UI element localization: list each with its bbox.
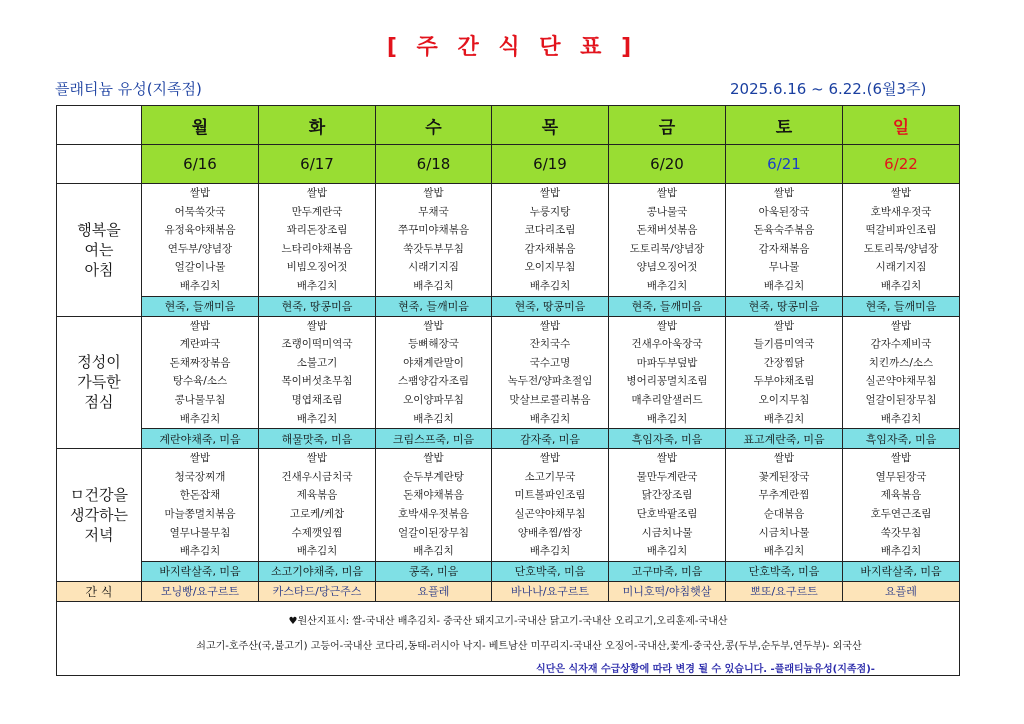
dish-item: 오이양파무침 — [403, 393, 464, 406]
dish-item: 시금치나물 — [758, 526, 810, 539]
day-wed: 수 — [376, 106, 492, 145]
dish-item: 배추김치 — [763, 279, 805, 292]
breakfast-dishes-cell — [726, 184, 843, 297]
dish-item: 건새우시금치국 — [281, 470, 353, 483]
dish-item: 배추김치 — [646, 279, 688, 292]
footer-row — [57, 601, 960, 675]
dish-item: 쌀밥 — [306, 187, 328, 199]
dish-item: 콩나물무침 — [174, 393, 226, 406]
dinner-porridge-row — [57, 561, 960, 581]
dish-item: 소불고기 — [296, 356, 338, 369]
dish-item: 배추김치 — [179, 545, 221, 558]
dish-item: 배추김치 — [296, 545, 338, 558]
dish-item: 실곤약야채무침 — [514, 507, 586, 520]
breakfast-label-line: 아침 — [84, 260, 114, 279]
dish-item: 배추김치 — [296, 279, 338, 292]
breakfast-porridge-row — [57, 296, 960, 316]
dinner-label-line: ㅁ건강을 — [70, 485, 128, 504]
dish-item: 쑥갓무침 — [880, 526, 922, 539]
dinner-dishes-cell — [259, 449, 376, 562]
dish-item: 쌀밥 — [656, 319, 678, 332]
dish-item: 쌀밥 — [656, 452, 678, 465]
porridge-item: 계란야채죽, 미음 — [142, 429, 259, 449]
dish-item: 들기름미역국 — [753, 338, 815, 351]
dish-item: 양배추찜/쌈장 — [517, 526, 583, 539]
breakfast-dishes-cell — [609, 184, 726, 297]
dish-item: 쌀밥 — [539, 319, 561, 332]
dish-item: 국수고명 — [529, 356, 571, 369]
dish-item: 배추김치 — [413, 545, 454, 558]
snack-label: 간 식 — [57, 581, 142, 601]
porridge-item: 단호박죽, 미음 — [726, 561, 843, 581]
change-notice: 식단은 식자재 수급상황에 따라 변경 될 수 있습니다. -플래티늄유성(지족점)- — [536, 663, 875, 675]
dish-item: 무나물 — [768, 261, 800, 274]
breakfast-dishes-cell — [492, 184, 609, 297]
origin-notice: ♥원산지표시: 쌀-국내산 배추김치- 중국산 돼지고기-국내산 닭고기-국내산 오리고기,오리훈제-국내산 — [288, 615, 728, 627]
dish-item: 돈채짜장볶음 — [169, 356, 231, 369]
dish-item: 어묵쑥갓국 — [174, 205, 226, 218]
dish-item: 오이지무침 — [524, 261, 576, 274]
dish-item: 쌀밥 — [189, 452, 211, 465]
dish-item: 배추김치 — [763, 412, 805, 425]
dish-item: 쌀밥 — [306, 319, 328, 332]
porridge-item: 소고기야채죽, 미음 — [259, 561, 376, 581]
dish-item: 쌀밥 — [423, 319, 444, 332]
menu-period: 2025.6.16 ~ 6.22.(6월3주) — [730, 80, 927, 98]
dish-item: 아욱된장국 — [758, 205, 810, 218]
dish-item: 배추김치 — [880, 545, 922, 558]
breakfast-dishes-cell — [843, 184, 960, 297]
dish-item: 돈육숙주볶음 — [753, 224, 815, 237]
dish-item: 단호박팥조림 — [636, 507, 698, 520]
dish-item: 돈채야채볶음 — [403, 489, 464, 502]
dish-item: 야채계란말이 — [403, 356, 464, 369]
porridge-item: 흑임자죽, 미음 — [843, 429, 960, 449]
dish-item: 얼갈이된장무침 — [397, 526, 469, 539]
porridge-item: 해물맛죽, 미음 — [259, 429, 376, 449]
store-name: 플래티늄 유성(지족점) — [55, 80, 202, 98]
dish-item: 잔치국수 — [529, 338, 571, 351]
dish-item: 고로케/케찹 — [289, 507, 345, 520]
dish-item: 쑥갓두부무침 — [403, 242, 464, 255]
lunch-label-line: 정성이 — [77, 353, 121, 372]
day-sun: 일 — [843, 106, 960, 145]
porridge-item: 현죽, 땅콩미음 — [492, 296, 609, 316]
date-sat: 6/21 — [726, 145, 843, 184]
dish-item: 열무된장국 — [875, 470, 927, 483]
dish-item: 배추김치 — [179, 279, 221, 292]
dish-item: 감자채볶음 — [758, 242, 810, 255]
dish-item: 떡갈비파인조림 — [865, 224, 937, 237]
dish-item: 병어리꽁멸치조림 — [626, 375, 708, 388]
date-tue: 6/17 — [259, 145, 376, 184]
snack-item: 바나나/요구르트 — [492, 581, 609, 601]
dish-item: 쭈꾸미야채볶음 — [397, 224, 469, 237]
dish-item: 느타리야채볶음 — [281, 242, 353, 255]
porridge-item: 단호박죽, 미음 — [492, 561, 609, 581]
dish-item: 순두부계란탕 — [403, 470, 464, 483]
dish-item: 만두계란국 — [291, 205, 343, 218]
dinner-label-line: 생각하는 — [70, 505, 128, 524]
dish-item: 꽃게된장국 — [758, 470, 810, 483]
dish-item: 배추김치 — [179, 412, 221, 425]
dish-item: 제육볶음 — [880, 489, 922, 502]
dish-item: 마파두부덮밥 — [636, 356, 698, 369]
day-tue: 화 — [259, 106, 376, 145]
dish-item: 두부야채조림 — [753, 375, 815, 388]
dish-item: 양념오징어젓 — [636, 261, 698, 274]
dish-item: 실곤약야채무침 — [865, 375, 937, 388]
dish-item: 호박새우젓국 — [870, 205, 932, 218]
dish-item: 간장찜닭 — [763, 356, 805, 369]
dish-item: 돈채버섯볶음 — [636, 224, 698, 237]
dish-item: 배추김치 — [646, 412, 688, 425]
dish-item: 쌀밥 — [423, 452, 444, 465]
dish-item: 미트볼파인조림 — [514, 489, 586, 502]
dish-item: 배추김치 — [529, 412, 571, 425]
breakfast-label-line: 행복을 — [77, 220, 121, 239]
dish-item: 배추김치 — [763, 545, 805, 558]
dish-item: 배추김치 — [413, 412, 454, 425]
snack-item: 카스타드/당근주스 — [259, 581, 376, 601]
dish-item: 쌀밥 — [890, 187, 912, 199]
dish-item: 명엽채조림 — [291, 393, 343, 406]
snack-item: 요플레 — [376, 581, 492, 601]
snack-item: 요플레 — [843, 581, 960, 601]
dish-item: 쌀밥 — [773, 452, 795, 465]
lunch-label — [57, 316, 142, 449]
dish-item: 닭간장조림 — [641, 489, 693, 502]
snack-item: 뽀또/요구르트 — [726, 581, 843, 601]
breakfast-label-line: 여는 — [84, 240, 114, 259]
date-wed: 6/18 — [376, 145, 492, 184]
dish-item: 배추김치 — [880, 279, 922, 292]
dish-item: 배추김치 — [880, 412, 922, 425]
snack-item: 모닝빵/요구르트 — [142, 581, 259, 601]
dinner-dishes-cell — [492, 449, 609, 562]
dish-item: 배추김치 — [413, 279, 454, 292]
porridge-item: 현죽, 땅콩미음 — [259, 296, 376, 316]
dish-item: 쌀밥 — [423, 187, 444, 199]
dish-item: 호박새우젓볶음 — [397, 507, 469, 520]
dish-item: 건새우아욱장국 — [631, 338, 703, 351]
snack-item: 미니호떡/야침햇살 — [609, 581, 726, 601]
lunch-dishes-cell — [142, 316, 259, 429]
porridge-item: 바지락살죽, 미음 — [843, 561, 960, 581]
lunch-label-line: 점심 — [84, 393, 114, 412]
porridge-item: 감자죽, 미음 — [492, 429, 609, 449]
day-thu: 목 — [492, 106, 609, 145]
dinner-dishes-cell — [376, 449, 492, 562]
porridge-item: 흑임자죽, 미음 — [609, 429, 726, 449]
dish-item: 열무나물무침 — [169, 526, 231, 539]
dinner-dishes-cell — [609, 449, 726, 562]
breakfast-dishes-cell — [142, 184, 259, 297]
lunch-dishes-cell — [609, 316, 726, 429]
snack-row — [57, 581, 960, 601]
lunch-dishes-cell — [726, 316, 843, 429]
dish-item: 목이버섯초무침 — [281, 375, 353, 388]
dish-item: 도토리묵/양념장 — [629, 242, 705, 255]
breakfast-dishes-cell — [259, 184, 376, 297]
dish-item: 꽈리돈장조림 — [286, 224, 348, 237]
date-thu: 6/19 — [492, 145, 609, 184]
dish-item: 조랭이떡미역국 — [281, 338, 353, 351]
dish-item: 얼갈이된장무침 — [865, 393, 937, 406]
dinner-row — [57, 449, 960, 562]
footer-cell — [57, 601, 960, 675]
dish-item: 배추김치 — [529, 279, 571, 292]
breakfast-dishes-cell — [376, 184, 492, 297]
breakfast-label — [57, 184, 142, 317]
day-mon: 월 — [142, 106, 259, 145]
dish-item: 배추김치 — [296, 412, 338, 425]
dish-item: 마늘쫑멸치볶음 — [164, 507, 236, 520]
dish-item: 쌀밥 — [773, 319, 795, 332]
date-sun: 6/22 — [843, 145, 960, 184]
lunch-dishes-cell — [259, 316, 376, 429]
dish-item: 감자수제비국 — [870, 338, 932, 351]
dish-item: 쌀밥 — [539, 187, 561, 199]
dish-item: 한돈잡채 — [179, 489, 221, 502]
dish-item: 배추김치 — [646, 545, 688, 558]
dish-item: 소고기무국 — [524, 470, 576, 483]
dinner-dishes-cell — [142, 449, 259, 562]
dish-item: 등뼈해장국 — [408, 338, 459, 351]
dish-item: 쌀밥 — [890, 319, 912, 332]
dish-item: 시래기지짐 — [408, 261, 459, 274]
dish-item: 청국장찌개 — [174, 470, 226, 483]
dish-item: 감자채볶음 — [524, 242, 576, 255]
porridge-item: 고구마죽, 미음 — [609, 561, 726, 581]
porridge-item: 크림스프죽, 미음 — [376, 429, 492, 449]
dish-item: 치킨까스/소스 — [868, 356, 934, 369]
dish-item: 도토리묵/양념장 — [863, 242, 939, 255]
lunch-label-line: 가득한 — [77, 373, 121, 392]
dish-item: 쌀밥 — [890, 452, 912, 465]
porridge-item: 바지락살죽, 미음 — [142, 561, 259, 581]
lunch-dishes-cell — [492, 316, 609, 429]
dish-item: 얼갈이나물 — [174, 261, 226, 274]
weekly-menu-table — [56, 105, 960, 676]
dish-item: 오이지무침 — [758, 393, 810, 406]
dish-item: 호두연근조림 — [870, 507, 932, 520]
day-header-row — [57, 106, 960, 145]
dish-item: 비빔오징어젓 — [286, 261, 348, 274]
dish-item: 녹두전/양파초절임 — [507, 375, 593, 388]
dish-item: 콩나물국 — [646, 205, 688, 218]
dish-item: 쌀밥 — [189, 319, 211, 332]
date-mon: 6/16 — [142, 145, 259, 184]
porridge-item: 현죽, 들깨미음 — [376, 296, 492, 316]
porridge-item: 현죽, 땅콩미음 — [726, 296, 843, 316]
porridge-item: 표고계란죽, 미음 — [726, 429, 843, 449]
dish-item: 순대볶음 — [763, 507, 805, 520]
date-fri: 6/20 — [609, 145, 726, 184]
dinner-label — [57, 449, 142, 582]
porridge-item: 현죽, 들깨미음 — [609, 296, 726, 316]
dish-item: 쌀밥 — [656, 187, 678, 199]
dish-item: 계란파국 — [179, 338, 221, 351]
dish-item: 맛살브로콜리볶음 — [509, 393, 591, 406]
dish-item: 쌀밥 — [773, 187, 795, 199]
dish-item: 매추리알샐러드 — [631, 393, 703, 406]
origin-notice-2: 쇠고기-호주산(국,불고기) 고등어-국내산 코다리,동태-러시아 낙지- 베트남산 미꾸리지-국내산 오징어-국내산,꽃게-중국산,콩(두부,순두부,연두부)- 외국산 — [196, 640, 862, 652]
dish-item: 배추김치 — [529, 545, 571, 558]
lunch-dishes-cell — [843, 316, 960, 429]
dish-item: 제육볶음 — [296, 489, 338, 502]
lunch-dishes-cell — [376, 316, 492, 429]
dish-item: 수제깻잎찜 — [291, 526, 343, 539]
dish-item: 무추계란찜 — [758, 489, 810, 502]
breakfast-row — [57, 184, 960, 297]
dish-item: 탕수육/소스 — [172, 375, 228, 388]
lunch-porridge-row — [57, 429, 960, 449]
porridge-item: 현죽, 들깨미음 — [843, 296, 960, 316]
dish-item: 유정육야채볶음 — [164, 224, 236, 237]
dinner-dishes-cell — [726, 449, 843, 562]
dish-item: 연두부/양념장 — [167, 242, 233, 255]
porridge-item: 현죽, 들깨미음 — [142, 296, 259, 316]
dish-item: 쌀밥 — [539, 452, 561, 465]
dish-item: 누룽지탕 — [529, 205, 571, 218]
day-sat: 토 — [726, 106, 843, 145]
porridge-item: 콩죽, 미음 — [376, 561, 492, 581]
dinner-dishes-cell — [843, 449, 960, 562]
dish-item: 쌀밥 — [189, 187, 211, 199]
dish-item: 시래기지짐 — [875, 261, 927, 274]
dish-item: 코다리조림 — [524, 224, 576, 237]
corner-cell — [57, 106, 142, 145]
lunch-row — [57, 316, 960, 429]
day-fri: 금 — [609, 106, 726, 145]
page-title: [ 주 간 식 단 표 ] — [386, 35, 638, 60]
date-row — [57, 145, 960, 184]
dish-item: 무채국 — [418, 205, 449, 218]
dish-item: 쌀밥 — [306, 452, 328, 465]
dish-item: 물만두계란국 — [636, 470, 698, 483]
dish-item: 시금치나물 — [641, 526, 693, 539]
dish-item: 스팸양감자조림 — [397, 375, 469, 388]
dinner-label-line: 저녁 — [84, 525, 114, 544]
corner-cell — [57, 145, 142, 184]
